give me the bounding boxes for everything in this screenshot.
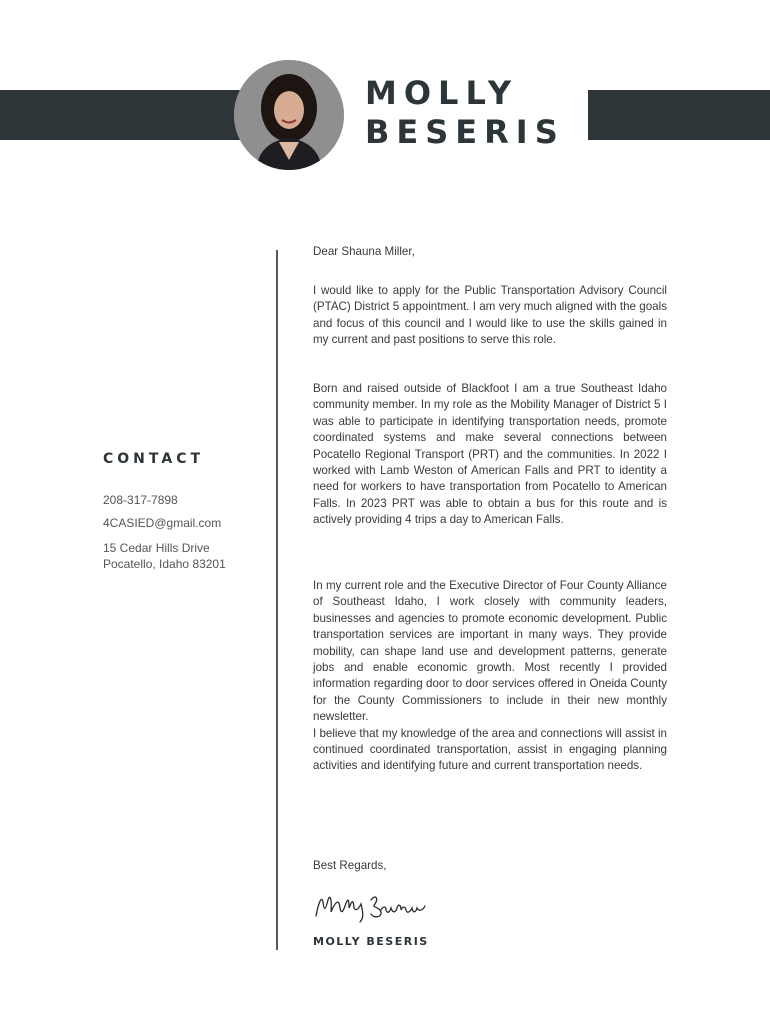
applicant-name [365, 74, 565, 152]
letter-greeting [313, 244, 667, 260]
last-name: BESERIS [365, 113, 565, 151]
profile-photo [234, 60, 344, 170]
contact-phone: 208-317-7898 [103, 493, 178, 507]
greeting-text: Dear Shauna Miller, [313, 245, 415, 258]
letter-closing [313, 858, 667, 874]
paragraph-text: In my current role and the Executive Director of Four County Alliance of Southeast Idaho, I work closely with community leaders, businesses and agencies to promote economic development. Public transportation services are important in many ways. They provide mobility, can shape land use and development patterns, generate jobs and enable economic growth. Most recently I provided information regarding door to door services offered in Oneida County for the County Commissioners to include in their new monthly newsletter. [313, 579, 667, 724]
contact-email: 4CASIED@gmail.com [103, 516, 222, 530]
letter-paragraph-2 [313, 381, 667, 529]
first-name: MOLLY [365, 74, 519, 112]
paragraph-text: Born and raised outside of Blackfoot I am a true Southeast Idaho community member. In my role as the Mobility Manager of District 5 I was able to participate in identifying transportation needs, promote coordinated systems and make several connections between Pocatello Regional Transport (PRT) and the communities. In 2022 I worked with Lamb Weston of American Falls and PRT to identity a need for workers to have transportation from Pocatello to American Falls. In 2023 PRT was able to obtain a bus for this route and is actively providing 4 trips a day to American Falls. [313, 382, 667, 527]
header-band-left [0, 90, 250, 140]
letter-paragraph-1 [313, 283, 667, 349]
contact-address-line1: 15 Cedar Hills Drive [103, 541, 210, 555]
handwritten-signature [313, 888, 428, 924]
signature-name: MOLLY BESERIS [313, 935, 429, 948]
header-band-right [588, 90, 770, 140]
paragraph-text: I would like to apply for the Public Transportation Advisory Council (PTAC) District 5 appointment. I am very much aligned with the goals and focus of this council and I would like to use the skills gained in my current and past positions to serve this role. [313, 284, 667, 347]
letter-paragraph-3 [313, 578, 667, 775]
divider-line [276, 250, 278, 950]
closing-text: Best Regards, [313, 859, 387, 872]
contact-address-line2: Pocatello, Idaho 83201 [103, 557, 226, 571]
contact-heading: CONTACT [103, 451, 205, 467]
paragraph-text: I believe that my knowledge of the area and connections will assist in continued coordinated transportation, assist in engaging planning activities and identifying future and current transportation needs. [313, 726, 667, 773]
